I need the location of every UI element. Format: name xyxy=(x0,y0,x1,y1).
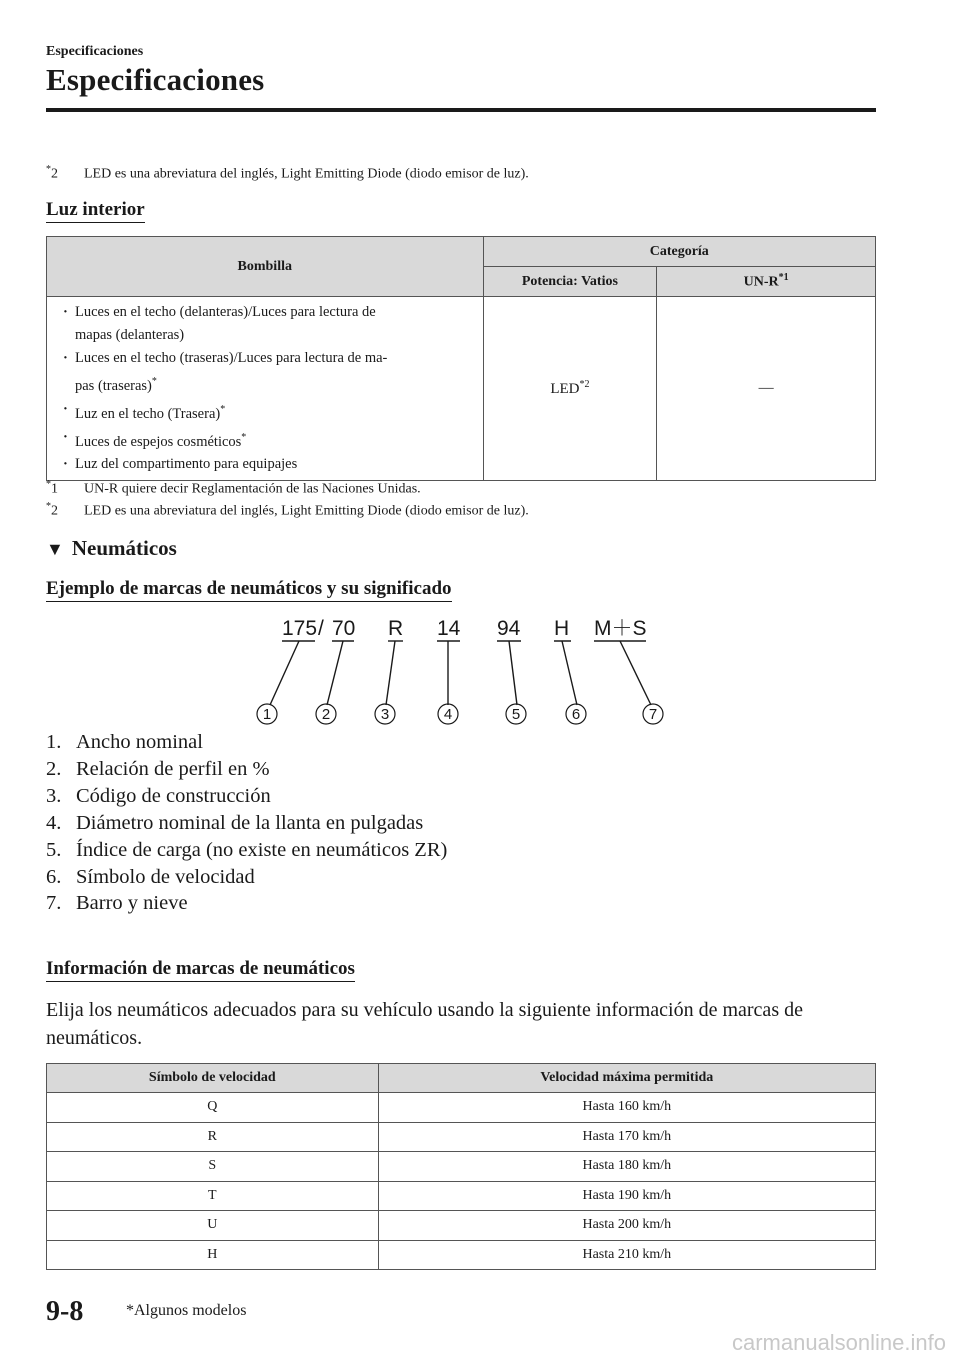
callout-5 xyxy=(506,704,526,724)
heading-neumaticos: ▼ Neumáticos xyxy=(46,536,177,560)
meaning-item-4: 4. Diámetro nominal de la llanta en pulgadas xyxy=(46,812,424,834)
title-rule xyxy=(46,108,876,112)
table-row xyxy=(47,1240,876,1270)
unr-value: — xyxy=(657,297,876,481)
table-row xyxy=(47,1122,876,1152)
footnote-unr: *1 UN-R quiere decir Reglamentación de las Naciones Unidas. xyxy=(46,479,421,497)
section-label: Especificaciones xyxy=(46,44,144,59)
speed-symbol: S xyxy=(47,1152,379,1182)
page-title: Especificaciones xyxy=(46,62,265,97)
svg-text:2: 2 xyxy=(321,706,331,723)
table-row xyxy=(47,1152,876,1182)
speed-symbol: H xyxy=(47,1240,379,1270)
label-70: 70 xyxy=(332,617,356,640)
bulb-list-cell xyxy=(47,297,484,481)
meaning-item-1: 1. Ancho nominal xyxy=(46,731,203,753)
svg-text:3: 3 xyxy=(380,706,390,723)
col-header-speed: Velocidad máxima permitida xyxy=(378,1064,875,1093)
info-paragraph: Elija los neumáticos adecuados para su vehículo usando la siguiente información de marcas de neumáticos. xyxy=(46,999,803,1049)
bulb-list-item: · Luces en el techo (delanteras)/Luces para lectura de xyxy=(53,301,477,324)
callout-7 xyxy=(643,704,663,724)
speed-symbol: R xyxy=(47,1122,379,1152)
label-175: 175 xyxy=(282,617,318,640)
watermark: carmanualsonline.info xyxy=(731,1330,946,1355)
label-ms: M＋S xyxy=(594,617,647,640)
bulb-table xyxy=(46,236,876,481)
bulb-list-item: · Luces en el techo (traseras)/Luces para lectura de ma- xyxy=(53,347,477,370)
speed-max: Hasta 190 km/h xyxy=(378,1181,875,1211)
label-slash: / xyxy=(318,617,324,640)
col-header-potencia: Potencia: Vatios xyxy=(483,267,657,297)
callout-4 xyxy=(438,704,458,724)
tire-marking-diagram xyxy=(240,610,680,730)
bulb-list-item: mapas (delanteras) xyxy=(75,327,185,343)
col-header-bombilla: Bombilla xyxy=(47,237,484,297)
label-h: H xyxy=(554,617,570,640)
table-row xyxy=(47,1093,876,1123)
label-r: R xyxy=(388,617,404,640)
col-header-unr: $UN-R^{*1}$ xyxy=(657,267,876,297)
speed-max: Hasta 200 km/h xyxy=(378,1211,875,1241)
meaning-item-2: 2. Relación de perfil en % xyxy=(46,758,270,780)
speed-max: Hasta 180 km/h xyxy=(378,1152,875,1182)
label-14: 14 xyxy=(437,617,461,640)
meaning-item-6: 6. Símbolo de velocidad xyxy=(46,866,255,888)
speed-max: Hasta 210 km/h xyxy=(378,1240,875,1270)
table-row xyxy=(47,1211,876,1241)
callout-2 xyxy=(316,704,336,724)
heading-informacion-marcas: Información de marcas de neumáticos xyxy=(46,958,355,982)
callout-1 xyxy=(257,704,277,724)
speed-max: Hasta 160 km/h xyxy=(378,1093,875,1123)
meaning-item-5: 5. Índice de carga (no existe en neumáticos ZR) xyxy=(46,839,448,861)
table-row xyxy=(47,1181,876,1211)
bulb-list-item: · Luz del compartimento para equipajes xyxy=(53,453,477,476)
speed-max: Hasta 170 km/h xyxy=(378,1122,875,1152)
footer-note: *Algunos modelos xyxy=(126,1302,247,1319)
page-number: 9-8 xyxy=(46,1296,84,1327)
meaning-item-7: 7. Barro y nieve xyxy=(46,892,188,914)
heading-luz-interior: Luz interior xyxy=(46,199,145,223)
bulb-list xyxy=(53,301,477,476)
svg-text:7: 7 xyxy=(648,706,658,723)
col-header-categoria: Categoría xyxy=(483,237,876,267)
speed-symbol: Q xyxy=(47,1093,379,1123)
svg-text:6: 6 xyxy=(571,706,581,723)
speed-table xyxy=(46,1063,876,1270)
svg-text:5: 5 xyxy=(511,706,521,723)
bulb-list-item: · Luz en el techo (Trasera)* xyxy=(53,398,477,426)
callout-6 xyxy=(566,704,586,724)
meaning-item-3: 3. Código de construcción xyxy=(46,785,271,807)
heading-ejemplo-marcas: Ejemplo de marcas de neumáticos y su significado xyxy=(46,578,452,602)
callout-3 xyxy=(375,704,395,724)
footnote-led: *2 LED es una abreviatura del inglés, Light Emitting Diode (diodo emisor de luz). xyxy=(46,501,529,519)
footnote-led-top: *2 LED es una abreviatura del inglés, Light Emitting Diode (diodo emisor de luz). xyxy=(46,164,529,182)
potencia-value: LED$^{*2}$ xyxy=(483,297,657,481)
speed-symbol: U xyxy=(47,1211,379,1241)
bulb-list-item: · Luces de espejos cosméticos* xyxy=(53,426,477,454)
label-94: 94 xyxy=(497,617,521,640)
speed-symbol: T xyxy=(47,1181,379,1211)
svg-text:1: 1 xyxy=(262,706,272,723)
col-header-symbol: Símbolo de velocidad xyxy=(47,1064,379,1093)
triangle-marker-icon: ▼ xyxy=(46,539,64,559)
svg-text:4: 4 xyxy=(443,706,453,723)
bulb-list-item: pas (traseras)* xyxy=(75,376,157,394)
